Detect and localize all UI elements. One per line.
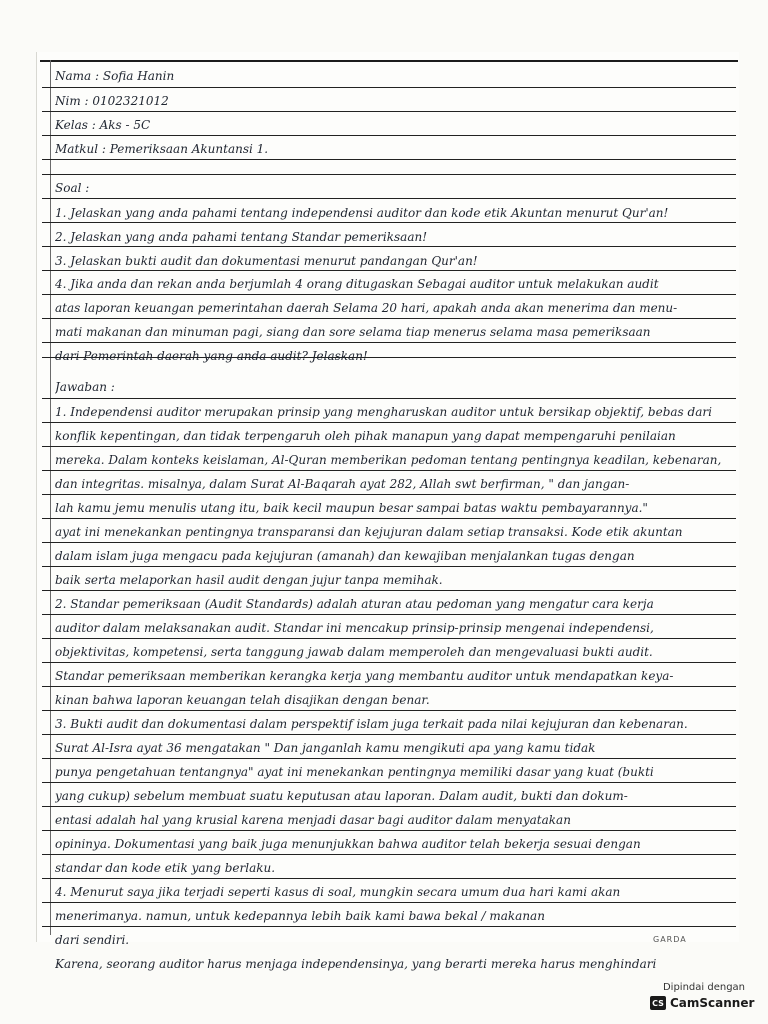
scan-caption: Dipindai dengan (662, 982, 746, 993)
ruled-line (42, 710, 736, 711)
ruled-line (42, 614, 736, 615)
ruled-line (42, 198, 736, 199)
top-rule (40, 60, 738, 62)
answer-line: Standar pemeriksaan memberikan kerangka kerja yang membantu auditor untuk mendapatkan keya- (55, 669, 674, 683)
ruled-line (42, 590, 736, 591)
soal-heading: Soal : (55, 181, 90, 195)
ruled-line (42, 174, 736, 175)
ruled-line (42, 758, 736, 759)
ruled-line (42, 542, 736, 543)
answer-line: 4. Menurut saya jika terjadi seperti kasus di soal, mungkin secara umum dua hari kami akan (55, 885, 621, 899)
answer-line: baik serta melaporkan hasil audit dengan jujur tanpa memihak. (55, 573, 443, 587)
question-line: dari Pemerintah daerah yang anda audit? Jelaskan! (55, 349, 368, 363)
ruled-line (42, 222, 736, 223)
ruled-line (42, 422, 736, 423)
ruled-line (42, 926, 736, 927)
answer-line: Surat Al-Isra ayat 36 mengatakan " Dan janganlah kamu mengikuti apa yang kamu tidak (55, 741, 596, 755)
ruled-line (42, 87, 736, 88)
ruled-line (42, 638, 736, 639)
answer-line: opininya. Dokumentasi yang baik juga menunjukkan bahwa auditor telah bekerja sesuai dengan (55, 837, 641, 851)
camscanner-icon: CS (650, 996, 666, 1010)
ruled-line (42, 470, 736, 471)
ruled-line (42, 135, 736, 136)
question-line: mati makanan dan minuman pagi, siang dan sore selama tiap menerus selama masa pemeriksaan (55, 325, 651, 339)
ruled-line (42, 294, 736, 295)
answer-line: mereka. Dalam konteks keislaman, Al-Quran memberikan pedoman tentang pentingnya keadilan, kebenaran, (55, 453, 722, 467)
camscanner-badge (650, 995, 754, 1011)
ruled-line (42, 878, 736, 879)
ruled-line (42, 318, 736, 319)
student-nim: Nim : 0102321012 (55, 94, 169, 108)
answer-line: 3. Bukti audit dan dokumentasi dalam perspektif islam juga terkait pada nilai kejujuran dan kebenaran. (55, 717, 688, 731)
ruled-line (42, 686, 736, 687)
answer-line: standar dan kode etik yang berlaku. (55, 861, 276, 875)
answer-line: ayat ini menekankan pentingnya transparansi dan kejujuran dalam setiap transaksi. Kode etik akuntan (55, 525, 683, 539)
answer-line: dari sendiri. (55, 933, 130, 947)
ruled-line (42, 246, 736, 247)
answer-line: konflik kepentingan, dan tidak terpengaruh oleh pihak manapun yang dapat mempengaruhi penilaian (55, 429, 676, 443)
answer-line: Karena, seorang auditor harus menjaga independensinya, yang berarti mereka harus menghindari (55, 957, 657, 971)
student-class: Kelas : Aks - 5C (55, 118, 151, 132)
ruled-line (42, 566, 736, 567)
camscanner-label: CamScanner (670, 996, 755, 1010)
ruled-line (42, 518, 736, 519)
answer-line: 2. Standar pemeriksaan (Audit Standards) adalah aturan atau pedoman yang mengatur cara kerja (55, 597, 654, 611)
answer-line: dan integritas. misalnya, dalam Surat Al-Baqarah ayat 282, Allah swt berfirman, " dan jangan- (55, 477, 630, 491)
answer-line: dalam islam juga mengacu pada kejujuran (amanah) dan kewajiban menjalankan tugas dengan (55, 549, 635, 563)
ruled-line (42, 782, 736, 783)
answer-line: punya pengetahuan tentangnya" ayat ini menekankan pentingnya memiliki dasar yang kuat (bukti (55, 765, 654, 779)
answer-line: yang cukup) sebelum membuat suatu keputusan atau laporan. Dalam audit, bukti dan dokum- (55, 789, 628, 803)
answer-line: menerimanya. namun, untuk kedepannya lebih baik kami bawa bekal / makanan (55, 909, 545, 923)
question-line: 3. Jelaskan bukti audit dan dokumentasi menurut pandangan Qur'an! (55, 254, 478, 268)
ruled-line (42, 446, 736, 447)
ruled-line (42, 662, 736, 663)
answer-line: entasi adalah hal yang krusial karena menjadi dasar bagi auditor dalam menyatakan (55, 813, 571, 827)
question-line: 2. Jelaskan yang anda pahami tentang Standar pemeriksaan! (55, 230, 428, 244)
jawaban-heading: Jawaban : (55, 380, 115, 394)
ruled-line (42, 902, 736, 903)
ruled-line (42, 494, 736, 495)
ruled-line (42, 854, 736, 855)
ruled-line (42, 270, 736, 271)
answer-line: 1. Independensi auditor merupakan prinsip yang mengharuskan auditor untuk bersikap objektif, bebas dari (55, 405, 712, 419)
ruled-line (42, 159, 736, 160)
answer-line: lah kamu jemu menulis utang itu, baik kecil maupun besar sampai batas waktu pembayarannya." (55, 501, 648, 515)
margin-rule (50, 60, 51, 935)
question-line: 1. Jelaskan yang anda pahami tentang independensi auditor dan kode etik Akuntan menurut Qur'an! (55, 206, 669, 220)
ruled-line (42, 734, 736, 735)
answer-line: objektivitas, kompetensi, serta tanggung jawab dalam memperoleh dan mengevaluasi bukti audit. (55, 645, 653, 659)
ruled-line (42, 806, 736, 807)
answer-line: auditor dalam melaksanakan audit. Standar ini mencakup prinsip-prinsip mengenai independensi, (55, 621, 654, 635)
course-name: Matkul : Pemeriksaan Akuntansi 1. (55, 142, 269, 156)
ruled-line (42, 830, 736, 831)
question-line: atas laporan keuangan pemerintahan daerah Selama 20 hari, apakah anda akan menerima dan menu- (55, 301, 678, 315)
question-line: 4. Jika anda dan rekan anda berjumlah 4 orang ditugaskan Sebagai auditor untuk melakukan audit (55, 277, 659, 291)
ruled-line (42, 398, 736, 399)
paper-brand: GARDA (653, 935, 687, 944)
answer-line: kinan bahwa laporan keuangan telah disajikan dengan benar. (55, 693, 430, 707)
ruled-line (42, 111, 736, 112)
ruled-line (42, 342, 736, 343)
student-name: Nama : Sofia Hanin (55, 69, 175, 83)
